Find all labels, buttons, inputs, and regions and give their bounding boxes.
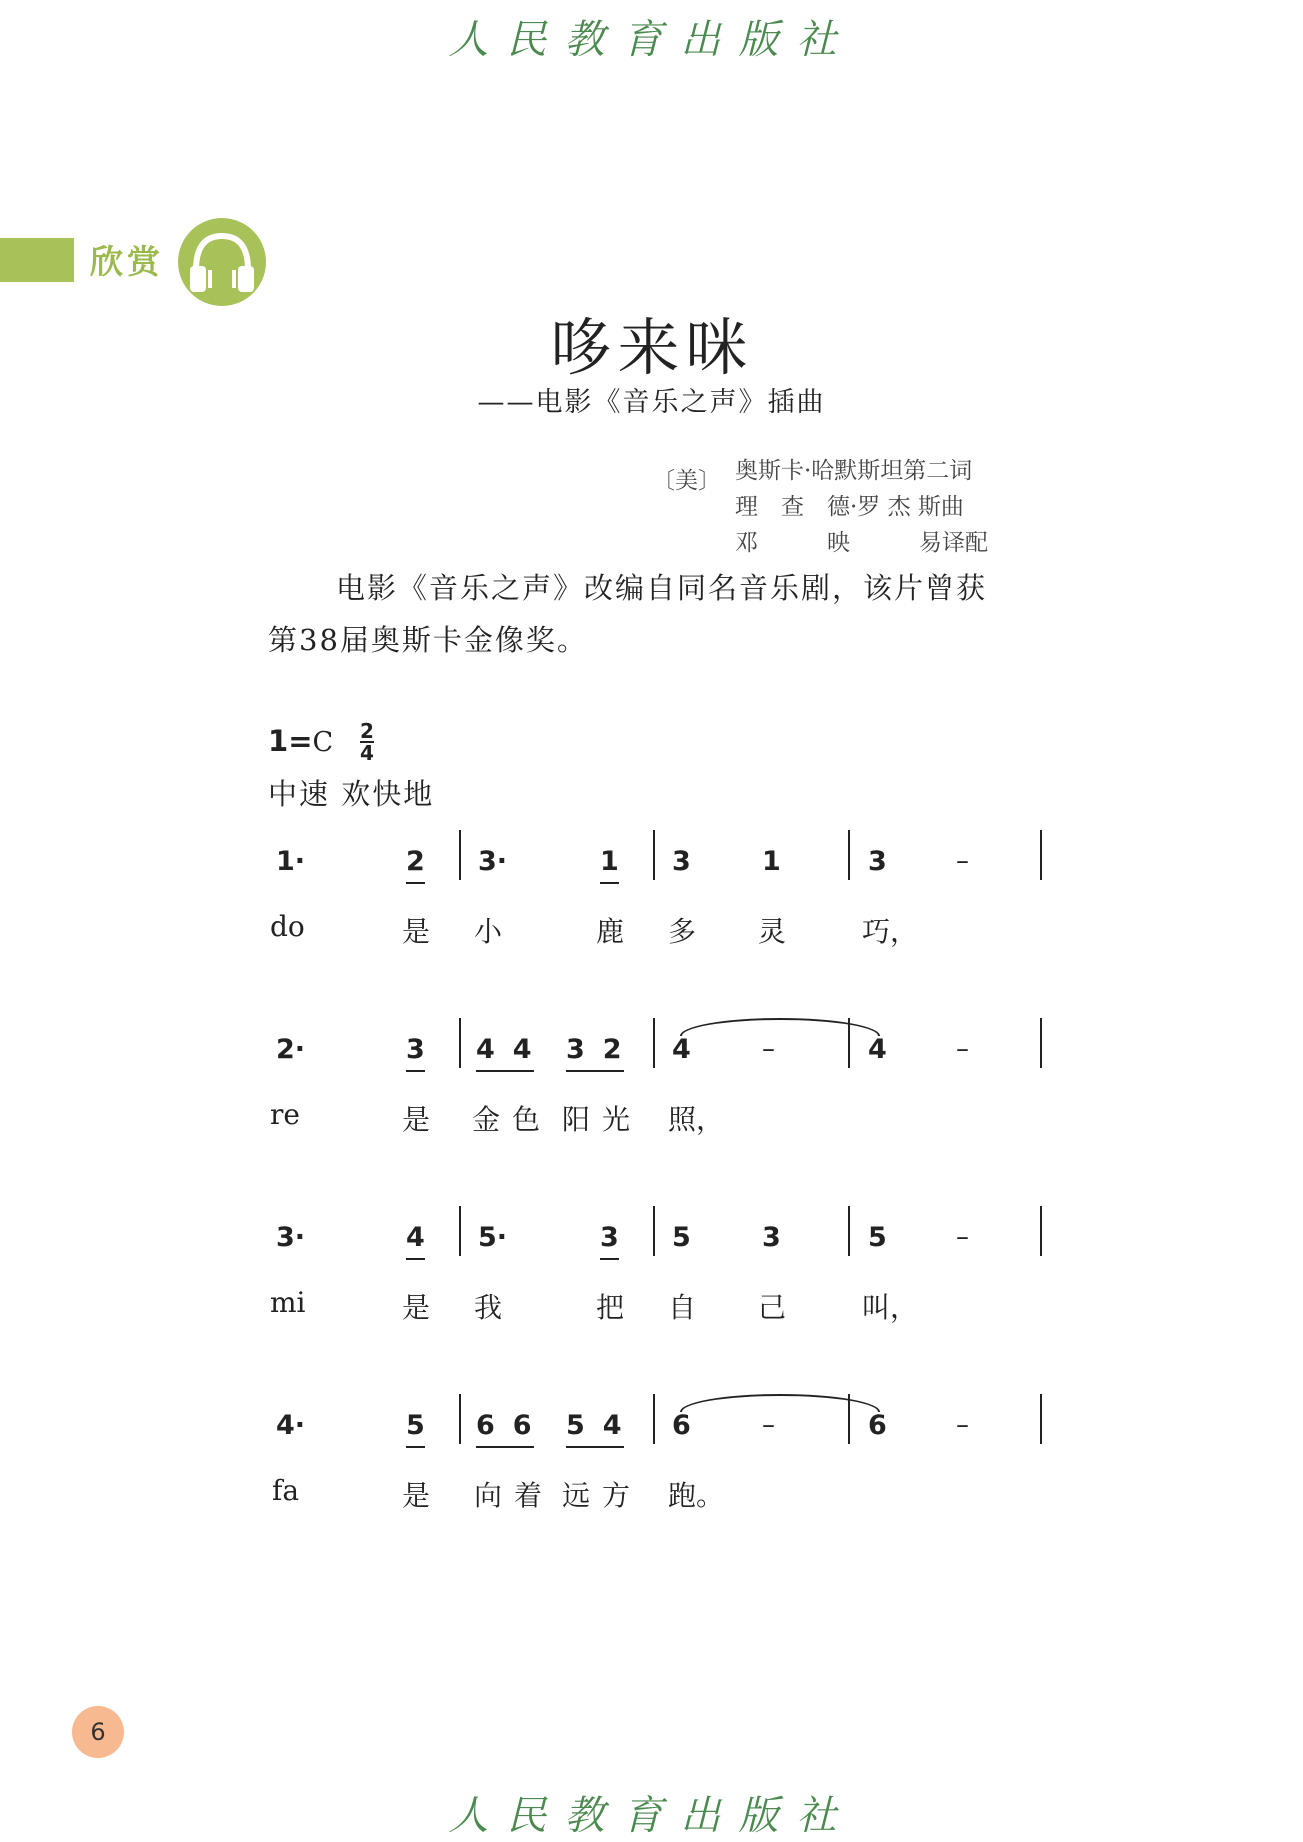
- lyric: do: [270, 910, 305, 943]
- lyric: mi: [270, 1286, 306, 1319]
- note: 4·: [276, 1410, 306, 1441]
- lyric: 巧，: [862, 915, 919, 948]
- lyric: 方: [602, 1479, 631, 1512]
- note: 1: [762, 846, 781, 877]
- key-equals: =: [288, 724, 313, 758]
- sustain-dash: –: [956, 1034, 969, 1064]
- score-row-3: [0, 1206, 1303, 1356]
- lyric: 小: [474, 915, 503, 948]
- note-group: 3 2: [566, 1034, 624, 1065]
- publisher-watermark-top: 人民教育出版社: [448, 17, 855, 63]
- note: 4: [868, 1034, 887, 1065]
- sustain-dash: –: [956, 846, 969, 876]
- note-group: 4 4: [476, 1034, 534, 1065]
- time-bottom: 4: [360, 741, 374, 765]
- key-number: 1: [268, 724, 289, 758]
- lyric: 着: [514, 1479, 543, 1512]
- lyric: 把: [596, 1291, 625, 1324]
- lyric: 金: [472, 1103, 501, 1136]
- note: 5·: [478, 1222, 508, 1253]
- tie-arc: [680, 1018, 880, 1036]
- lyric: 远: [562, 1479, 591, 1512]
- lyric: 自: [668, 1291, 697, 1324]
- time-signature: [360, 719, 374, 765]
- note: 3: [762, 1222, 781, 1253]
- note: 5: [868, 1222, 887, 1253]
- lyric: 鹿: [596, 915, 625, 948]
- nationality: 〔美〕: [652, 468, 721, 494]
- score-row-4: [0, 1394, 1303, 1544]
- note: 3: [868, 846, 887, 877]
- page-number: 6: [72, 1706, 124, 1758]
- tie-arc: [680, 1394, 880, 1412]
- note-group: 6 6: [476, 1410, 534, 1441]
- intro-line-1: 电影《音乐之声》改编自同名音乐剧，该片曾获: [336, 571, 988, 605]
- headphones-icon: [178, 218, 266, 306]
- note: 3: [672, 846, 691, 877]
- key-letter: C: [312, 727, 334, 758]
- song-subtitle: ——电影《音乐之声》插曲: [477, 387, 826, 418]
- section-badge-bar: [0, 238, 74, 282]
- note: 3·: [276, 1222, 306, 1253]
- sustain-dash: –: [762, 1034, 775, 1064]
- lyric: 是: [402, 915, 431, 948]
- note: 6: [672, 1410, 691, 1441]
- publisher-watermark-bottom: 人民教育出版社: [448, 1793, 855, 1839]
- lyric: 是: [402, 1291, 431, 1324]
- note: 2: [406, 846, 425, 877]
- lyric: 向: [474, 1479, 503, 1512]
- key-signature: [268, 724, 333, 758]
- sustain-dash: –: [956, 1222, 969, 1252]
- lyric: 跑。: [668, 1479, 725, 1512]
- lyric: 己: [758, 1291, 787, 1324]
- translator-credit: 邓 映 易译配: [735, 530, 988, 556]
- lyric: 多: [668, 915, 697, 948]
- note: 5: [672, 1222, 691, 1253]
- lyric: fa: [272, 1474, 300, 1507]
- lyric: 色: [512, 1103, 541, 1136]
- note: 5: [406, 1410, 425, 1441]
- sustain-dash: –: [956, 1410, 969, 1440]
- score-row-2: [0, 1018, 1303, 1168]
- song-title: 哆来咪: [549, 311, 754, 384]
- sustain-dash: –: [762, 1410, 775, 1440]
- note: 4: [672, 1034, 691, 1065]
- note: 3: [406, 1034, 425, 1065]
- note-group: 5 4: [566, 1410, 624, 1441]
- composer-credit: 理 查 德·罗 杰 斯曲: [735, 494, 964, 520]
- lyric: re: [270, 1098, 300, 1131]
- lyric: 阳: [562, 1103, 591, 1136]
- section-label: 欣赏: [90, 242, 164, 281]
- intro-line-2: 第38届奥斯卡金像奖。: [268, 623, 588, 657]
- time-top: 2: [360, 719, 374, 743]
- note: 4: [406, 1222, 425, 1253]
- lyric: 光: [602, 1103, 631, 1136]
- note: 1: [600, 846, 619, 877]
- note: 1·: [276, 846, 306, 877]
- tempo-marking: 中速 欢快地: [268, 777, 435, 811]
- lyricist-credit: 奥斯卡·哈默斯坦第二词: [735, 458, 973, 484]
- lyric: 我: [474, 1291, 503, 1324]
- note: 3: [600, 1222, 619, 1253]
- lyric: 叫，: [862, 1291, 919, 1324]
- score-row-1: [0, 830, 1303, 980]
- lyric: 照，: [668, 1103, 725, 1136]
- lyric: 灵: [758, 915, 787, 948]
- lyric: 是: [402, 1479, 431, 1512]
- note: 3·: [478, 846, 508, 877]
- note: 6: [868, 1410, 887, 1441]
- note: 2·: [276, 1034, 306, 1065]
- lyric: 是: [402, 1103, 431, 1136]
